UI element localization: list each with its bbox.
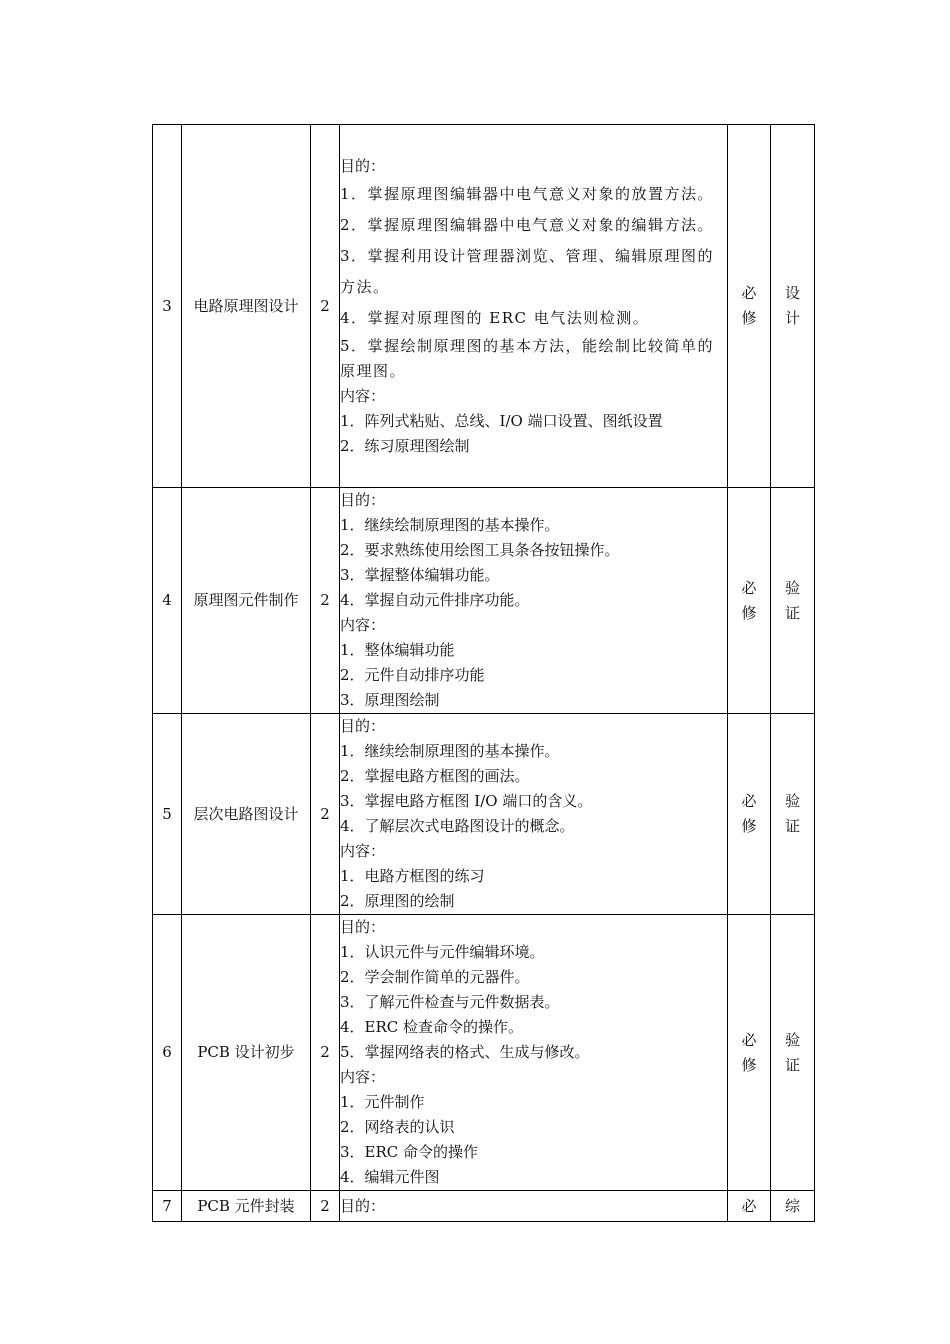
required-type	[728, 488, 771, 714]
content-line: 目的：	[340, 918, 386, 936]
content-line: 内容：	[340, 386, 386, 405]
experiment-content	[340, 1191, 728, 1222]
row-number: 5	[153, 714, 182, 915]
row-number: 6	[153, 915, 182, 1191]
required-type	[728, 1191, 771, 1222]
experiment-type	[771, 125, 815, 488]
content-line: 2．学会制作简单的元器件。	[340, 968, 530, 986]
table-row	[153, 488, 815, 714]
content-line: 目的：	[340, 491, 386, 509]
required-type	[728, 915, 771, 1191]
content-line: 1．继续绘制原理图的基本操作。	[340, 742, 560, 760]
experiment-name: 原理图元件制作	[182, 488, 311, 714]
table-row	[153, 125, 815, 488]
content-line: 1．认识元件与元件编辑环境。	[340, 943, 545, 961]
experiment-name: 层次电路图设计	[182, 714, 311, 915]
content-line: 3．掌握利用设计管理器浏览、管理、编辑原理图的方法。	[340, 246, 715, 296]
experiment-content	[340, 488, 728, 714]
content-line: 3．了解元件检查与元件数据表。	[340, 993, 560, 1011]
type-label: 设计	[784, 284, 800, 327]
content-line: 4．掌握对原理图的 ERC 电气法则检测。	[340, 308, 650, 327]
class-hours: 2	[311, 488, 340, 714]
content-line: 3．掌握整体编辑功能。	[340, 566, 500, 584]
content-line: 2．掌握原理图编辑器中电气意义对象的编辑方法。	[340, 215, 715, 234]
required-type	[728, 125, 771, 488]
content-line: 2．网络表的认识	[340, 1118, 455, 1136]
experiment-content	[340, 915, 728, 1191]
experiment-type	[771, 1191, 815, 1222]
experiment-content	[340, 125, 728, 488]
content-line: 2．掌握电路方框图的画法。	[340, 767, 530, 785]
content-line: 1．继续绘制原理图的基本操作。	[340, 516, 560, 534]
content-line: 4．编辑元件图	[340, 1168, 440, 1186]
class-hours: 2	[311, 125, 340, 488]
content-line: 4．掌握自动元件排序功能。	[340, 591, 530, 609]
content-line: 内容：	[340, 1068, 386, 1086]
content-line: 2．原理图的绘制	[340, 892, 455, 910]
content-line: 内容：	[340, 842, 386, 860]
experiment-type	[771, 915, 815, 1191]
required-label: 必修	[741, 578, 757, 622]
experiment-name: 电路原理图设计	[182, 125, 311, 488]
content-line: 内容：	[340, 616, 386, 634]
content-line: 目的：	[340, 1196, 386, 1215]
class-hours: 2	[311, 714, 340, 915]
experiment-name: PCB 设计初步	[182, 915, 311, 1191]
content-line: 目的：	[340, 717, 386, 735]
experiment-content	[340, 714, 728, 915]
type-label: 综	[784, 1196, 800, 1215]
required-type	[728, 714, 771, 915]
content-line: 4．ERC 检查命令的操作。	[340, 1018, 524, 1036]
type-label: 验证	[784, 578, 800, 622]
experiment-name: PCB 元件封装	[182, 1191, 311, 1222]
row-number: 7	[153, 1191, 182, 1222]
table-row	[153, 714, 815, 915]
content-line: 1．整体编辑功能	[340, 641, 455, 659]
class-hours: 2	[311, 915, 340, 1191]
experiment-type	[771, 488, 815, 714]
content-line: 2．练习原理图绘制	[340, 436, 470, 455]
content-line: 1．掌握原理图编辑器中电气意义对象的放置方法。	[340, 184, 715, 203]
required-label: 必	[741, 1196, 757, 1215]
experiment-type	[771, 714, 815, 915]
class-hours: 2	[311, 1191, 340, 1222]
required-label: 必修	[741, 1030, 757, 1074]
table-row	[153, 1191, 815, 1222]
table-row	[153, 915, 815, 1191]
required-label: 必修	[741, 284, 757, 327]
type-label: 验证	[784, 1030, 800, 1074]
content-line: 5．掌握网络表的格式、生成与修改。	[340, 1043, 590, 1061]
content-line: 1．阵列式粘贴、总线、I/O 端口设置、图纸设置	[340, 411, 663, 430]
content-line: 4．了解层次式电路图设计的概念。	[340, 817, 575, 835]
content-line: 5．掌握绘制原理图的基本方法，能绘制比较简单的原理图。	[340, 336, 715, 380]
content-line: 2．要求熟练使用绘图工具条各按钮操作。	[340, 541, 620, 559]
experiment-table	[152, 124, 815, 1222]
row-number: 4	[153, 488, 182, 714]
content-line: 1．电路方框图的练习	[340, 867, 485, 885]
row-number: 3	[153, 125, 182, 488]
content-line: 2．元件自动排序功能	[340, 666, 485, 684]
content-line: 1．元件制作	[340, 1093, 425, 1111]
content-line: 3．原理图绘制	[340, 691, 440, 709]
content-line: 3．掌握电路方框图 I/O 端口的含义。	[340, 792, 593, 810]
content-line: 目的：	[340, 156, 386, 175]
required-label: 必修	[741, 792, 757, 835]
content-line: 3．ERC 命令的操作	[340, 1143, 479, 1161]
type-label: 验证	[784, 792, 800, 835]
